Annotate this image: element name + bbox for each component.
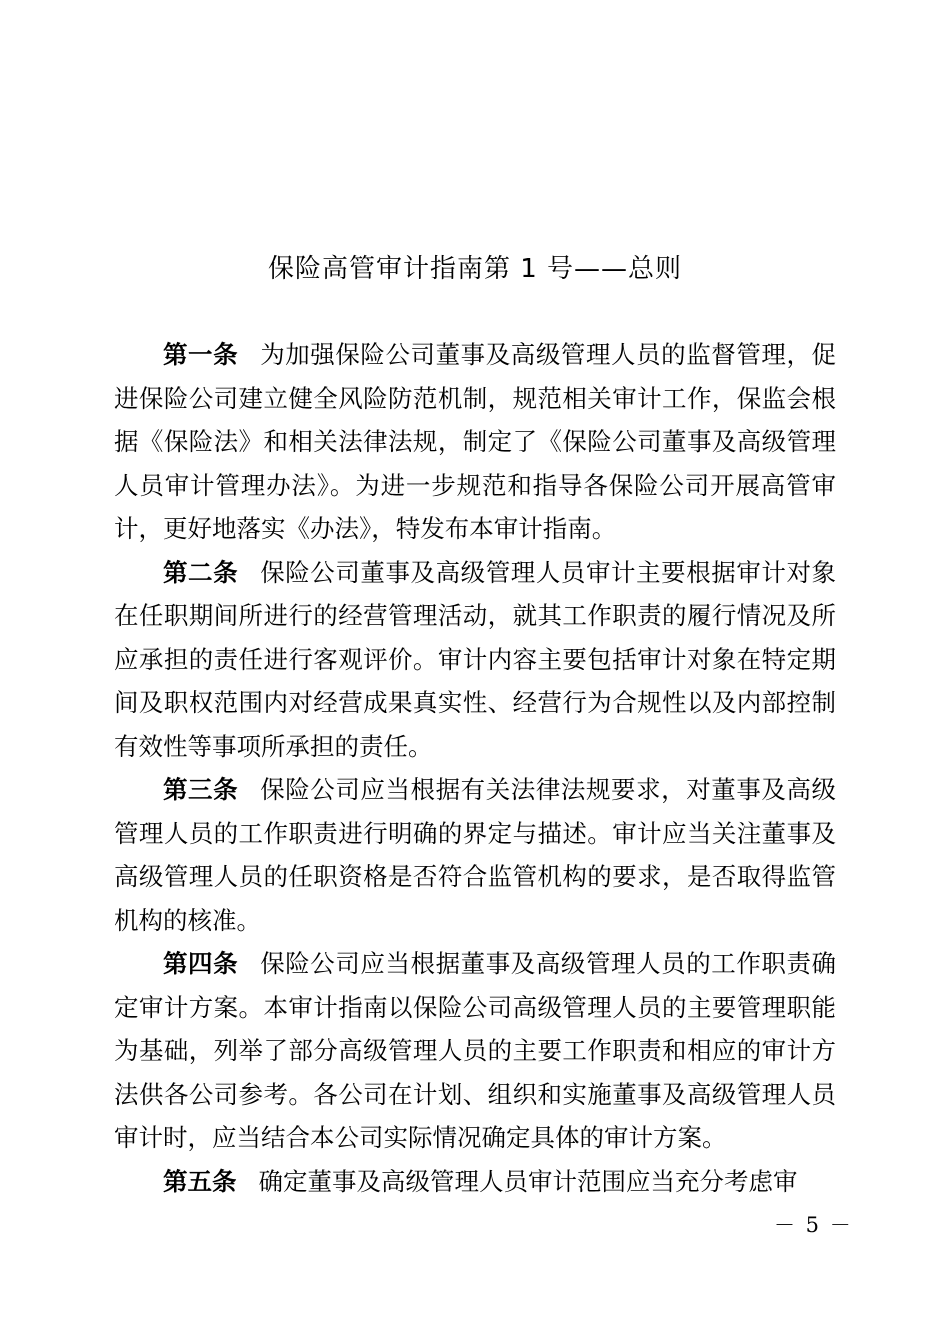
article-5 (114, 1160, 836, 1204)
document-body (114, 333, 836, 1203)
article-text: 保险公司董事及高级管理人员审计主要根据审计对象在任职期间所进行的经营管理活动，就其工作职责的履行情况及所应承担的责任进行客观评价。审计内容主要包括审计对象在特定期间及职权范围内对经营成果真实性、经营行为合规性以及内部控制有效性等事项所承担的责任。 (114, 557, 837, 761)
article-text: 为加强保险公司董事及高级管理人员的监督管理，促进保险公司建立健全风险防范机制，规范相关审计工作，保监会根据《保险法》和相关法律法规，制定了《保险公司董事及高级管理人员审计管理办法》。为进一步规范和指导各保险公司开展高管审计，更好地落实《办法》，特发布本审计指南。 (114, 340, 837, 543)
article-1 (114, 333, 836, 551)
article-text: 保险公司应当根据有关法律法规要求，对董事及高级管理人员的工作职责进行明确的界定与描述。审计应当关注董事及高级管理人员的任职资格是否符合监管机构的要求，是否取得监管机构的核准。 (114, 775, 837, 935)
article-text: 确定董事及高级管理人员审计范围应当充分考虑审 (258, 1166, 798, 1196)
document-title: 保险高管审计指南第 1 号——总则 (267, 254, 683, 284)
article-number: 第四条 (163, 949, 239, 978)
article-3 (114, 768, 836, 942)
article-number: 第三条 (163, 775, 239, 804)
article-number: 第二条 (163, 557, 239, 587)
page-number: － 5 － (774, 1213, 853, 1237)
article-2 (114, 551, 836, 769)
article-number: 第一条 (163, 340, 239, 369)
article-number: 第五条 (163, 1166, 237, 1196)
article-text: 保险公司应当根据董事及高级管理人员的工作职责确定审计方案。本审计指南以保险公司高级管理人员的主要管理职能为基础，列举了部分高级管理人员的主要工作职责和相应的审计方法供各公司参考。各公司在计划、组织和实施董事及高级管理人员审计时，应当结合本公司实际情况确定具体的审计方案。 (114, 949, 837, 1152)
article-4 (114, 942, 836, 1160)
